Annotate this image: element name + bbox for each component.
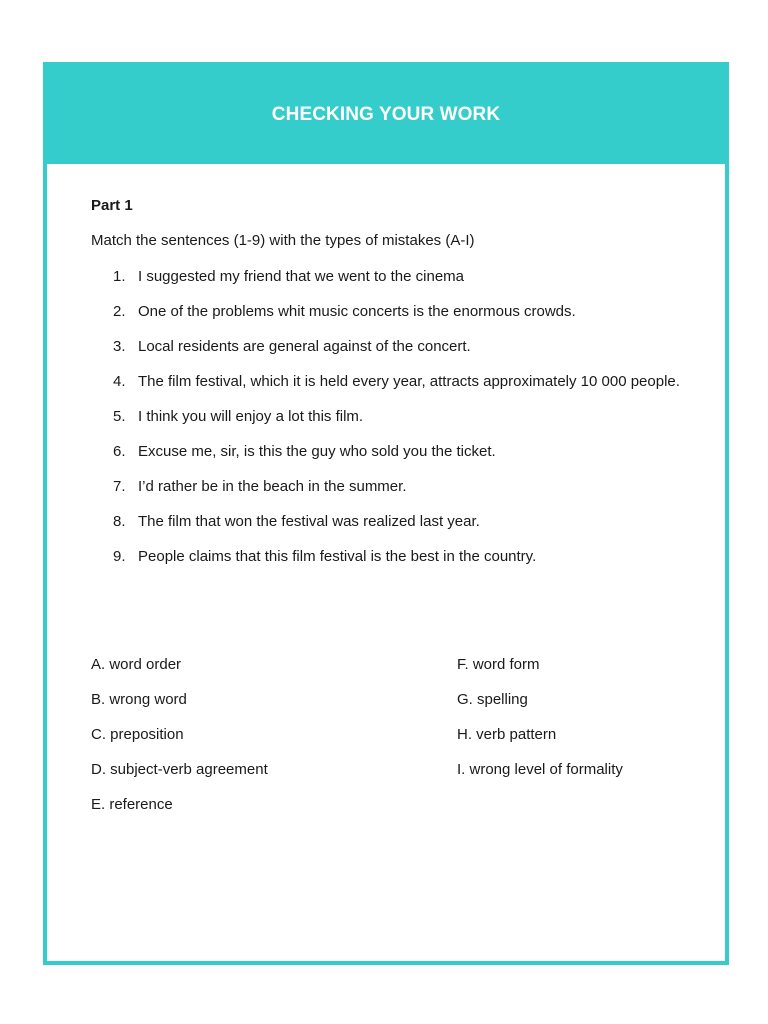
sentence-item — [91, 539, 691, 574]
sentence-item — [91, 504, 691, 539]
sentence-number: 9. — [113, 548, 126, 565]
sentence-number: 3. — [113, 338, 126, 355]
part-title: Part 1 — [91, 197, 133, 214]
mistake-type-item: I. wrong level of formality — [457, 761, 623, 778]
exercise-content — [91, 196, 691, 574]
sentence-text: People claims that this film festival is the best in the country. — [138, 548, 537, 565]
sentence-text: One of the problems whit music concerts is the enormous crowds. — [138, 303, 576, 320]
sentence-number: 6. — [113, 443, 126, 460]
sentence-text: Excuse me, sir, is this the guy who sold you the ticket. — [138, 443, 496, 460]
worksheet-card — [43, 62, 729, 965]
sentence-number: 4. — [113, 373, 126, 390]
sentence-item — [91, 329, 691, 364]
sentence-number: 1. — [113, 268, 126, 285]
sentence-text: I think you will enjoy a lot this film. — [138, 408, 364, 425]
sentence-number: 7. — [113, 478, 126, 495]
mistake-column-left — [91, 647, 268, 822]
sentence-text: The film that won the festival was realized last year. — [138, 513, 480, 530]
mistake-type-item: C. preposition — [91, 726, 184, 743]
mistake-type-item: G. spelling — [457, 691, 528, 708]
sentence-text: I’d rather be in the beach in the summer. — [138, 478, 407, 495]
sentence-list — [91, 259, 691, 574]
sentence-text: I suggested my friend that we went to the cinema — [138, 268, 465, 285]
sentence-item — [91, 294, 691, 329]
sentence-item — [91, 434, 691, 469]
sentence-item — [91, 399, 691, 434]
mistake-type-item: H. verb pattern — [457, 726, 557, 743]
sentence-item — [91, 469, 691, 504]
sentence-number: 8. — [113, 513, 126, 530]
mistake-column-right — [457, 647, 623, 787]
mistake-type-item: A. word order — [91, 656, 182, 673]
mistake-type-item: D. subject-verb agreement — [91, 761, 268, 778]
sentence-text: The film festival, which it is held every year, attracts approximately 10 000 people. — [138, 373, 680, 390]
sentence-item — [91, 259, 691, 294]
header-banner — [47, 66, 725, 164]
sentence-number: 5. — [113, 408, 126, 425]
mistake-type-item: E. reference — [91, 796, 173, 813]
instruction-text: Match the sentences (1-9) with the types of mistakes (A-I) — [91, 232, 475, 249]
sentence-number: 2. — [113, 303, 126, 320]
mistake-types — [91, 647, 691, 827]
sentence-text: Local residents are general against of the concert. — [138, 338, 471, 355]
mistake-type-item: F. word form — [457, 656, 540, 673]
sentence-item — [91, 364, 691, 399]
mistake-type-item: B. wrong word — [91, 691, 187, 708]
page-title: CHECKING YOUR WORK — [271, 104, 501, 125]
